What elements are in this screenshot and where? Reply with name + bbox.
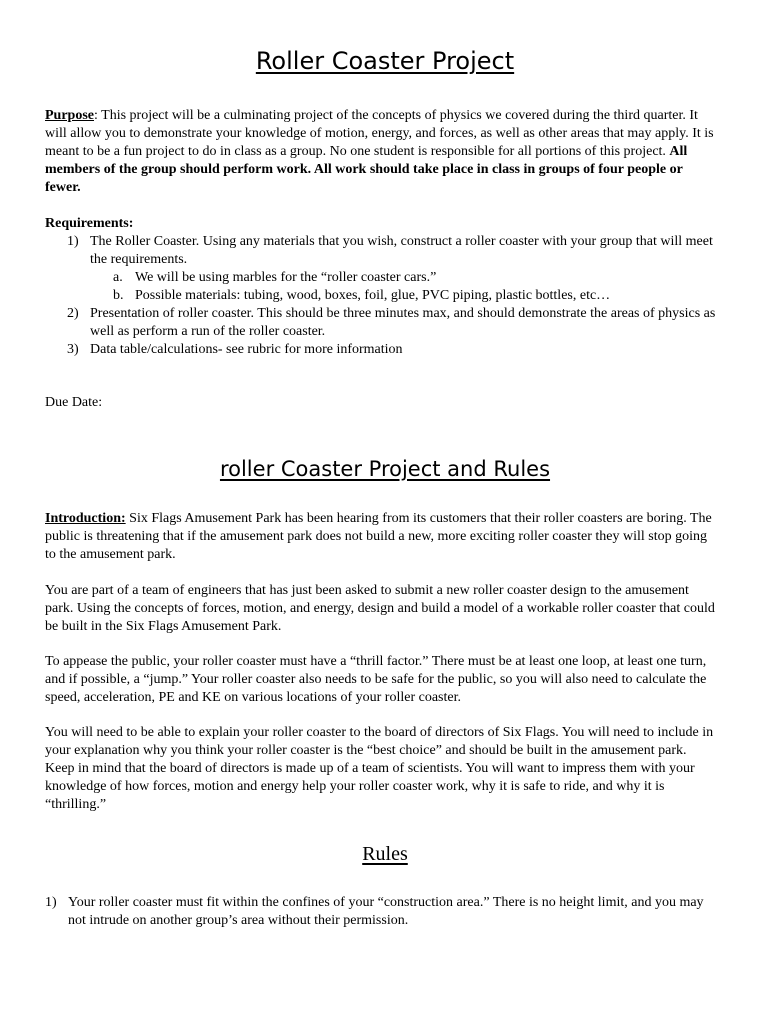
section-title: roller Coaster Project and Rules xyxy=(219,457,551,481)
requirements-list xyxy=(45,233,717,359)
introduction-paragraph xyxy=(45,510,717,564)
rules-list xyxy=(45,894,717,930)
requirement-subitem xyxy=(45,269,717,287)
subitem-text: We will be using marbles for the “roller coaster cars.” xyxy=(135,270,437,285)
list-marker: 3) xyxy=(67,342,79,357)
requirement-sublist xyxy=(90,269,717,305)
body-paragraph: You are part of a team of engineers that has just been asked to submit a new roller coaster design to the amusement park. Using the concepts of forces, motion, and energy, design and build a model of a workable roller coaster that could be built in the Six Flags Amusement Park. xyxy=(45,583,715,634)
requirement-item xyxy=(45,233,717,305)
requirements-section xyxy=(45,215,717,359)
purpose-bold-text: All members of the group should perform work. All work should take place in class in groups of four people or fewer. xyxy=(45,144,688,195)
page-title: Roller Coaster Project xyxy=(255,47,515,75)
list-marker: b. xyxy=(113,288,124,303)
requirement-item xyxy=(45,341,717,359)
subitem-text: Possible materials: tubing, wood, boxes, foil, glue, PVC piping, plastic bottles, etc… xyxy=(135,288,611,303)
requirement-item xyxy=(45,305,717,341)
rule-item xyxy=(45,894,717,930)
list-marker: 1) xyxy=(67,234,79,249)
introduction-label: Introduction: xyxy=(45,511,126,526)
requirements-heading: Requirements: xyxy=(45,216,134,231)
body-paragraph: You will need to be able to explain your roller coaster to the board of directors of Six Flags. You will need to include in your explanation why you think your roller coaster is the “best choice” and should be built in the amusement park. Keep in mind that the board of directors is made up of a team of scientists. You will want to impress them with your knowledge of how forces, motion and energy help your roller coaster work, why it is safe to ride, and why it is “thrilling.” xyxy=(45,725,714,812)
requirement-subitem xyxy=(45,287,717,305)
list-marker: a. xyxy=(113,270,123,285)
requirement-text: Presentation of roller coaster. This should be three minutes max, and should demonstrate the areas of physics as well as perform a run of the roller coaster. xyxy=(90,306,716,339)
requirement-text: Data table/calculations- see rubric for more information xyxy=(90,342,403,357)
rule-text: Your roller coaster must fit within the confines of your “construction area.” There is no height limit, and you may not intrude on another group’s area without their permission. xyxy=(68,895,704,928)
purpose-paragraph xyxy=(45,107,717,197)
list-marker: 1) xyxy=(45,895,57,910)
due-date: Due Date: xyxy=(45,395,103,410)
requirement-text: The Roller Coaster. Using any materials that you wish, construct a roller coaster with your group that will meet the requirements. xyxy=(90,234,713,267)
purpose-label: Purpose xyxy=(45,108,94,123)
rules-title: Rules xyxy=(362,843,408,865)
list-marker: 2) xyxy=(67,306,79,321)
purpose-text: This project will be a culminating project of the concepts of physics we covered during the third quarter. It will allow you to demonstrate your knowledge of motion, energy, and forces, as well as other areas that may apply. It is meant to be a fun project to do in class as a group. No one student is responsible for all portions of this project. xyxy=(45,108,714,159)
introduction-text: Six Flags Amusement Park has been hearing from its customers that their roller coasters are boring. The public is threatening that if the amusement park does not build a new, more exciting roller coaster they will stop going to the amusement park. xyxy=(45,511,712,562)
body-paragraph: To appease the public, your roller coaster must have a “thrill factor.” There must be at least one loop, at least one turn, and if possible, a “jump.” Your roller coaster also needs to be safe for the public, so you will also need to calculate the speed, acceleration, PE and KE on various locations of your roller coaster. xyxy=(45,654,707,705)
purpose-separator: : xyxy=(94,108,102,123)
